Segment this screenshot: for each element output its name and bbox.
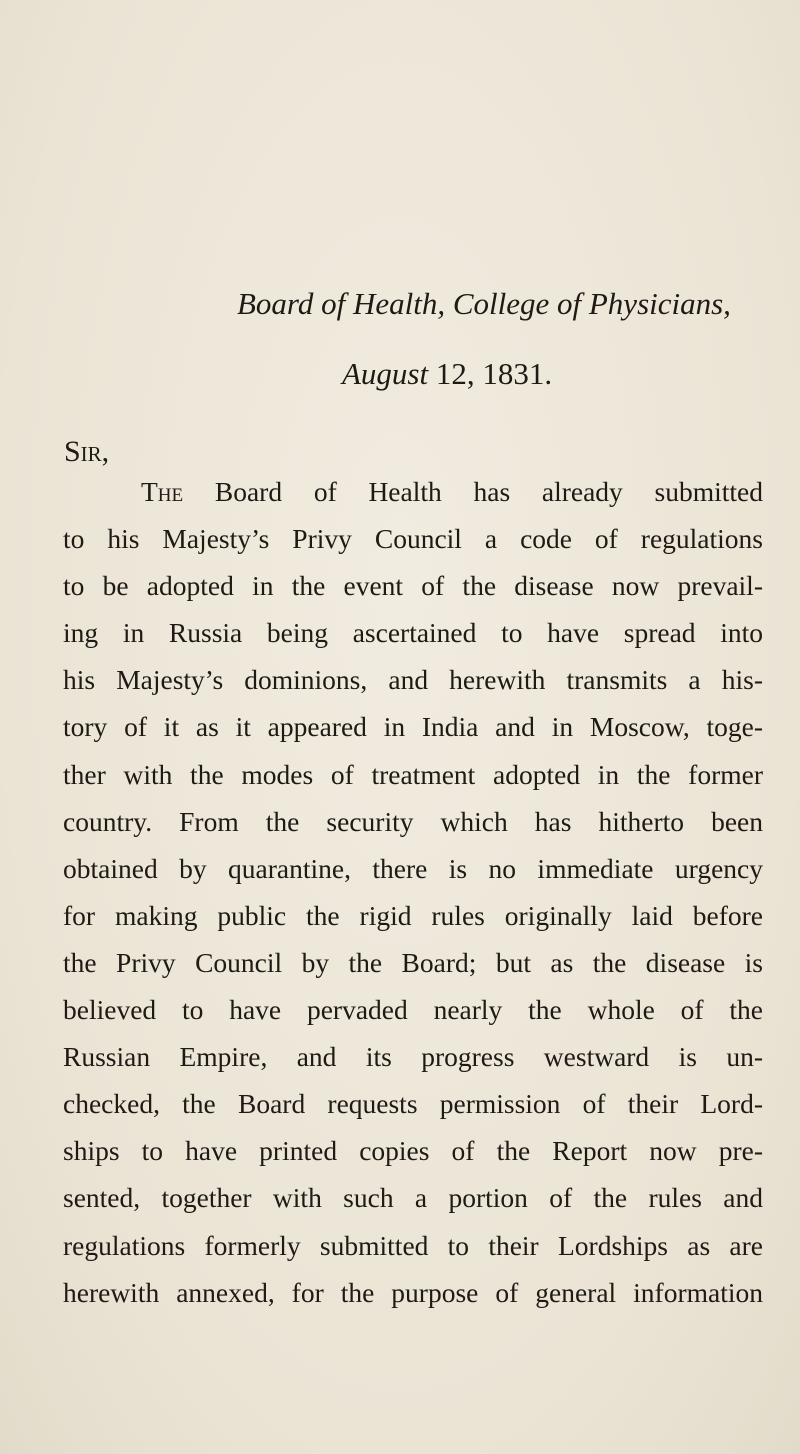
- body-line: for making public the rigid rules originally laid before: [63, 899, 763, 931]
- letter-body: [63, 468, 763, 1316]
- body-line: Russian Empire, and its progress westward is un-: [63, 1041, 763, 1073]
- body-line: regulations formerly submitted to their Lordships as are: [63, 1229, 763, 1261]
- body-line: sented, together with such a portion of the rules and: [63, 1182, 763, 1214]
- body-line: believed to have pervaded nearly the whole of the: [63, 994, 763, 1026]
- first-word: The: [141, 476, 184, 507]
- body-line: country. From the security which has hitherto been: [63, 805, 763, 837]
- letter-heading: [0, 284, 800, 324]
- body-line: the Privy Council by the Board; but as the disease is: [63, 946, 763, 978]
- body-line: his Majesty’s dominions, and herewith transmits a his-: [63, 664, 763, 696]
- salutation: Sir,: [64, 435, 110, 468]
- institution-name: Board of Health, College of Physicians,: [237, 286, 731, 321]
- body-line: The Board of Health has already submitted: [141, 476, 763, 507]
- body-line: ships to have printed copies of the Report now pre-: [63, 1135, 763, 1167]
- body-line: checked, the Board requests permission of their Lord-: [63, 1088, 763, 1120]
- body-line: herewith annexed, for the purpose of general information: [63, 1276, 763, 1308]
- body-line: to be adopted in the event of the disease now prevail-: [63, 570, 763, 602]
- body-line: tory of it as it appeared in India and in Moscow, toge-: [63, 711, 763, 743]
- date-day-year: 12, 1831.: [435, 356, 553, 391]
- body-line: ther with the modes of treatment adopted in the former: [63, 758, 763, 790]
- date-month: August: [342, 356, 429, 391]
- letter-date: [0, 354, 800, 394]
- body-line: to his Majesty’s Privy Council a code of regulations: [63, 523, 763, 555]
- body-line: obtained by quarantine, there is no immediate urgency: [63, 852, 763, 884]
- body-line: ing in Russia being ascertained to have spread into: [63, 617, 763, 649]
